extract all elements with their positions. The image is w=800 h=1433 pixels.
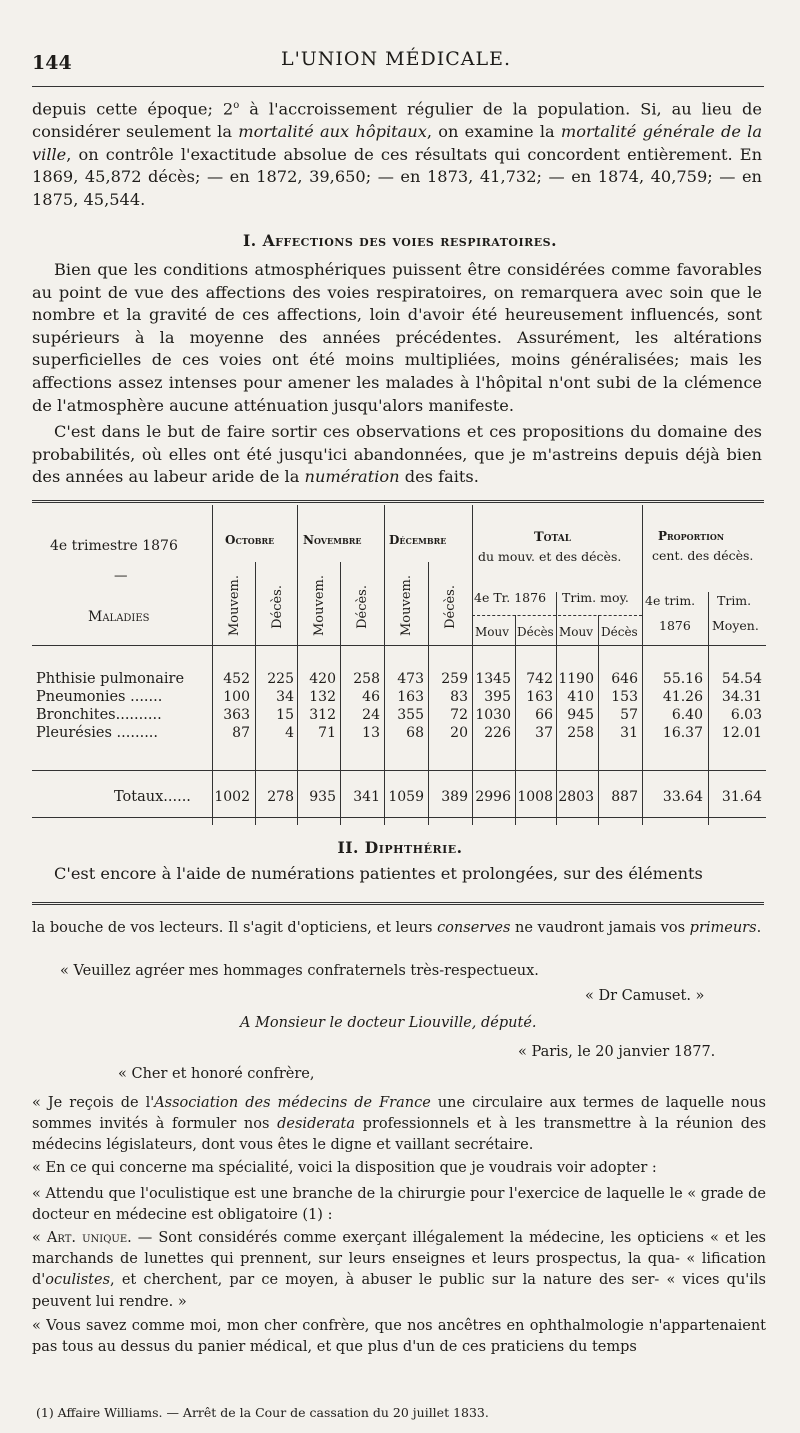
table-cell: 24 [362, 707, 380, 723]
table-cell: 420 [309, 671, 336, 687]
col-header-deces: Décès. [270, 585, 285, 629]
table-cell: 6.03 [730, 707, 762, 723]
table-cell: 33.64 [662, 789, 703, 805]
col-header-octobre: Octobre [225, 533, 275, 547]
table-cell: 646 [611, 671, 638, 687]
table-cell: 312 [309, 707, 336, 723]
header-bottom-rule [32, 645, 766, 646]
letter-line-1: la bouche de vos lecteurs. Il s'agit d'opticiens, et leurs conserves ne vaudront jamais vos primeurs. [32, 920, 762, 936]
table-cell: 68 [406, 725, 424, 741]
table-cell: 83 [450, 689, 468, 705]
table-cell: 31.64 [721, 789, 762, 805]
sub-divider [708, 592, 709, 825]
totals-top-rule [32, 770, 766, 771]
table-cell: 1002 [214, 789, 250, 805]
sub-divider [255, 562, 256, 825]
letter-addressee: A Monsieur le docteur Liouville, député. [240, 1015, 537, 1031]
page-header [32, 46, 760, 76]
table-cell: 132 [309, 689, 336, 705]
table-cell: 355 [397, 707, 424, 723]
table-cell: 395 [484, 689, 511, 705]
table-cell: 163 [397, 689, 424, 705]
total-sub-rule [472, 615, 642, 616]
col-header-mouvem: Mouvem. [399, 575, 414, 637]
col-divider [212, 505, 213, 825]
intro-paragraph: depuis cette époque; 2$^o$ à l'accroissement régulier de la population. Si, au lieu de considérer seulement la mortalité aux hôpitaux, on examine la mortalité générale de la ville, on contrôle l'exactitude absolue de ces résultats qui concordent entièrement. En 1869, 45,872 décès; — en 1872, 39,650; — en 1873, 41,732; — en 1874, 40,759; — en 1875, 45,544. [32, 99, 762, 209]
table-dash: — [114, 568, 128, 584]
table-cell: 225 [267, 671, 294, 687]
table-cell: 41.26 [662, 689, 703, 705]
col-header-1876: 1876 [659, 618, 691, 633]
col-header-mouvem: Mouvem. [312, 575, 327, 637]
col-header-deces: Décès. [443, 585, 458, 629]
row-label: Phthisie pulmonaire [36, 671, 185, 687]
col-header-trim-moy: Trim. moy. [562, 590, 629, 605]
col-header-deces-2: Décès [601, 625, 638, 639]
table-cell: 742 [526, 671, 553, 687]
sub-divider [556, 592, 557, 825]
letter-closing: « Veuillez agréer mes hommages confraternels très-respectueux. [60, 963, 539, 979]
table-cell: 452 [223, 671, 250, 687]
table-cell: 887 [611, 789, 638, 805]
table-cell: 6.40 [671, 707, 703, 723]
table-cell: 100 [223, 689, 250, 705]
table-cell: 34 [276, 689, 294, 705]
col-header-mouvem: Mouvem. [227, 575, 242, 637]
table-cell: 4 [285, 725, 294, 741]
table-cell: 1059 [388, 789, 424, 805]
letter-paragraph-3: « Attendu que l'oculistique est une branche de la chirurgie pour l'exercice de laquelle le « grade de docteur en médecine est obligatoire (1) : [32, 1186, 766, 1224]
sub-divider [598, 615, 599, 825]
letter-paragraph-1: « Je reçois de l'Association des médecins de France une circulaire aux termes de laquelle nous sommes invités à formuler nos desiderata professionnels et à les transmettre à la réunion des médecins législateurs, dont vous êtes le digne et vaillant secrétaire. [32, 1095, 767, 1154]
statistics-table [32, 505, 766, 833]
col-header-4e-trim: 4e trim. [645, 593, 696, 608]
table-top-rule [32, 500, 764, 503]
table-cell: 389 [441, 789, 468, 805]
table-cell: 34.31 [721, 689, 762, 705]
table-cell: 363 [223, 707, 250, 723]
col-header-moyen: Moyen. [712, 618, 759, 633]
table-cell: 945 [567, 707, 594, 723]
col-divider [384, 505, 385, 825]
sub-divider [515, 615, 516, 825]
sub-divider [340, 562, 341, 825]
col-header-deces: Décès. [355, 585, 370, 629]
table-cell: 12.01 [721, 725, 762, 741]
page-number: 144 [32, 52, 72, 74]
table-cell: 46 [362, 689, 380, 705]
col-header-trim: Trim. [717, 593, 752, 608]
col-header-novembre: Novembre [303, 533, 362, 547]
table-cell: 258 [567, 725, 594, 741]
row-label: Bronchites.......... [36, 707, 162, 723]
letter-paragraph-4: « Art. unique. — Sont considérés comme exerçant illégalement la médecine, les opticiens « et les marchands de lunettes qui prennent, sur leurs enseignes et leurs prospectus, la qua- « lification d'oculistes, et cherchent, par ce moyen, à abuser le public sur la nature des ser- « vices qu'ils peuvent lui rendre. » [32, 1230, 766, 1310]
col-header-total: Total [534, 530, 572, 545]
footnote: (1) Affaire Williams. — Arrêt de la Cour de cassation du 20 juillet 1833. [36, 1405, 489, 1420]
col-header-decembre: Décembre [389, 533, 447, 547]
table-cell: 258 [353, 671, 380, 687]
letter-paragraph-5: « Vous savez comme moi, mon cher confrère, que nos ancêtres en ophthalmologie n'appartenaient pas tous au dessus du panier médical, et que plus d'un de ces praticiens du temps [32, 1318, 766, 1356]
table-cell: 935 [309, 789, 336, 805]
paragraph-diphtherie: C'est encore à l'aide de numérations patientes et prolongées, sur des éléments [54, 864, 703, 883]
col-header-deces-2: Décès [517, 625, 554, 639]
table-cell: 2803 [558, 789, 594, 805]
row-label: Totaux...... [114, 789, 191, 805]
table-cell: 278 [267, 789, 294, 805]
table-cell: 57 [620, 707, 638, 723]
table-cell: 54.54 [721, 671, 762, 687]
table-cell: 55.16 [662, 671, 703, 687]
col-header-mouv: Mouv [559, 625, 594, 639]
table-cell: 1030 [475, 707, 511, 723]
table-cell: 153 [611, 689, 638, 705]
section-heading-2: II. Diphthérie. [337, 838, 463, 857]
table-cell: 31 [620, 725, 638, 741]
table-cell: 473 [397, 671, 424, 687]
col-divider [472, 505, 473, 825]
col-divider [297, 505, 298, 825]
table-cell: 87 [232, 725, 250, 741]
table-cell: 16.37 [662, 725, 703, 741]
section-heading-1: I. Affections des voies respiratoires. [243, 231, 557, 250]
col-header-proportion-sub: cent. des décès. [652, 548, 754, 563]
table-cell: 13 [362, 725, 380, 741]
letter-salutation: « Cher et honoré confrère, [118, 1066, 315, 1082]
row-label: Pleurésies ......... [36, 725, 159, 741]
col-header-proportion: Proportion [658, 529, 725, 543]
paragraph-respiratory: Bien que les conditions atmosphériques puissent être considérées comme favorables au point de vue des affections des voies respiratoires, on remarquera avec soin que le nombre et la gravité de ces affections, loin d'avoir été heureusement influencés, sont supérieurs à la moyenne des années précédentes. Assurément, les altérations superficielles de ces voies ont été moins multipliées, moins généralisées; mais les affections assez intenses pour amener les malades à l'hôpital n'ont subi de la clémence de l'atmosphère aucune atténuation jusqu'alors manifeste. [32, 260, 762, 415]
signature-camuset: « Dr Camuset. » [585, 988, 705, 1004]
table-cell: 1345 [475, 671, 511, 687]
row-label: Pneumonies ....... [36, 689, 163, 705]
table-cell: 341 [353, 789, 380, 805]
col-divider [642, 505, 643, 825]
table-cell: 1190 [558, 671, 594, 687]
table-cell: 410 [567, 689, 594, 705]
table-cell: 66 [535, 707, 553, 723]
table-cell: 20 [450, 725, 468, 741]
table-cell: 37 [535, 725, 553, 741]
table-cell: 1008 [517, 789, 553, 805]
table-cell: 259 [441, 671, 468, 687]
letter-date: « Paris, le 20 janvier 1877. [518, 1044, 716, 1060]
col-header-mouv: Mouv [475, 625, 510, 639]
col-header-total-sub: du mouv. et des décès. [478, 549, 622, 564]
col-header-maladies: Maladies [88, 609, 150, 625]
table-cell: 71 [318, 725, 336, 741]
col-header-4e-tr: 4e Tr. 1876 [474, 590, 547, 605]
table-cell: 2996 [475, 789, 511, 805]
running-title: L'UNION MÉDICALE. [280, 48, 512, 70]
letter-paragraph-2: « En ce qui concerne ma spécialité, voici la disposition que je voudrais voir adopter : [32, 1160, 657, 1176]
totals-bottom-rule [32, 817, 766, 818]
feuilleton-rule [32, 902, 764, 905]
table-cell: 163 [526, 689, 553, 705]
sub-divider [428, 562, 429, 825]
table-cell: 226 [484, 725, 511, 741]
table-cell: 72 [450, 707, 468, 723]
header-rule [32, 86, 764, 87]
table-title: 4e trimestre 1876 [50, 538, 178, 554]
paragraph-numeration: C'est dans le but de faire sortir ces observations et ces propositions du domaine des probabilités, où elles ont été jusqu'ici abandonnées, que je m'astreins depuis déjà bien des années au labeur aride de la numération des faits. [32, 422, 762, 487]
table-cell: 15 [276, 707, 294, 723]
